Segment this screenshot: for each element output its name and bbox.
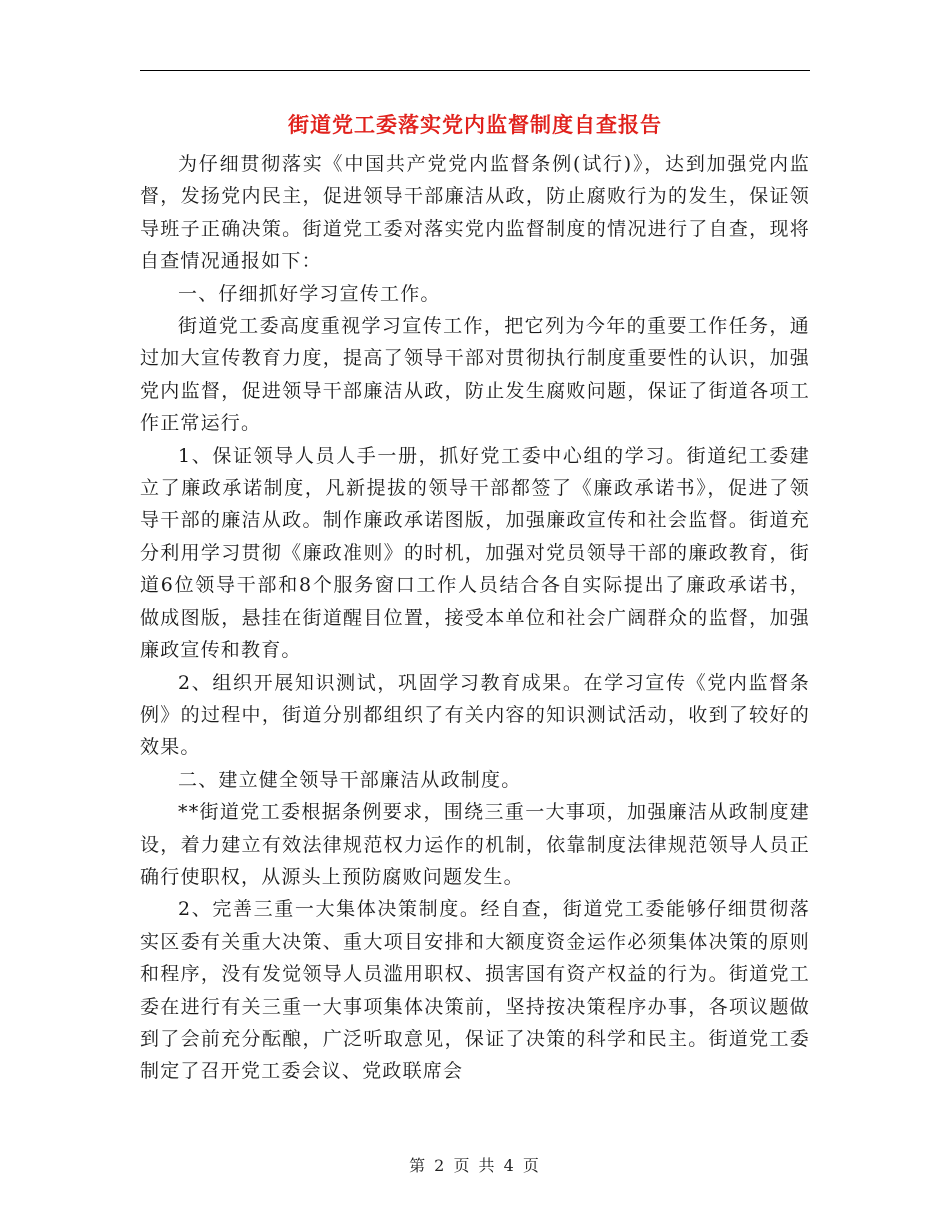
paragraph: 2、组织开展知识测试，巩固学习教育成果。在学习宣传《党内监督条例》的过程中，街道分别都组织了有关内容的知识测试活动，收到了较好的效果。 — [140, 671, 810, 759]
paragraph-intro: 为仔细贯彻落实《中国共产党党内监督条例(试行)》，达到加强党内监督，发扬党内民主，促进领导干部廉洁从政，防止腐败行为的发生，保证领导班子正确决策。街道党工委对落实党内监督制度的情况进行了自查，现将自查情况通报如下： — [140, 153, 810, 273]
header-rule — [140, 70, 810, 71]
paragraph: 2、完善三重一大集体决策制度。经自查，街道党工委能够仔细贯彻落实区委有关重大决策、重大项目安排和大额度资金运作必须集体决策的原则和程序，没有发觉领导人员滥用职权、损害国有资产权益的行为。街道党工委在进行有关三重一大事项集体决策前，坚持按决策程序办事，各项议题做到了会前充分酝酿，广泛听取意见，保证了决策的科学和民主。街道党工委制定了召开党工委会议、党政联席会 — [140, 898, 810, 1083]
paragraph: 街道党工委高度重视学习宣传工作，把它列为今年的重要工作任务，通过加大宣传教育力度，提高了领导干部对贯彻执行制度重要性的认识，加强党内监督，促进领导干部廉洁从政，防止发生腐败问题，保证了街道各项工作正常运行。 — [140, 315, 810, 435]
paragraph: **街道党工委根据条例要求，围绕三重一大事项，加强廉洁从政制度建设，着力建立有效法律规范权力运作的机制，依靠制度法律规范领导人员正确行使职权，从源头上预防腐败问题发生。 — [140, 801, 810, 888]
page-footer: 第 2 页 共 4 页 — [409, 1156, 541, 1175]
paragraph: 1、保证领导人员人手一册，抓好党工委中心组的学习。街道纪工委建立了廉政承诺制度，凡新提拔的领导干部都签了《廉政承诺书》，促进了领导干部的廉洁从政。制作廉政承诺图版，加强廉政宣传和社会监督。街道充分利用学习贯彻《廉政准则》的时机，加强对党员领导干部的廉政教育，街道6位领导干部和8个服务窗口工作人员结合各自实际提出了廉政承诺书，做成图版，悬挂在街道醒目位置，接受本单位和社会广阔群众的监督，加强廉政宣传和教育。 — [140, 444, 810, 662]
section-heading-1: 一、仔细抓好学习宣传工作。 — [178, 282, 441, 305]
document-body — [140, 148, 810, 1088]
section-heading-2: 二、建立健全领导干部廉洁从政制度。 — [178, 768, 522, 791]
document-title: 街道党工委落实党内监督制度自查报告 — [288, 112, 662, 137]
